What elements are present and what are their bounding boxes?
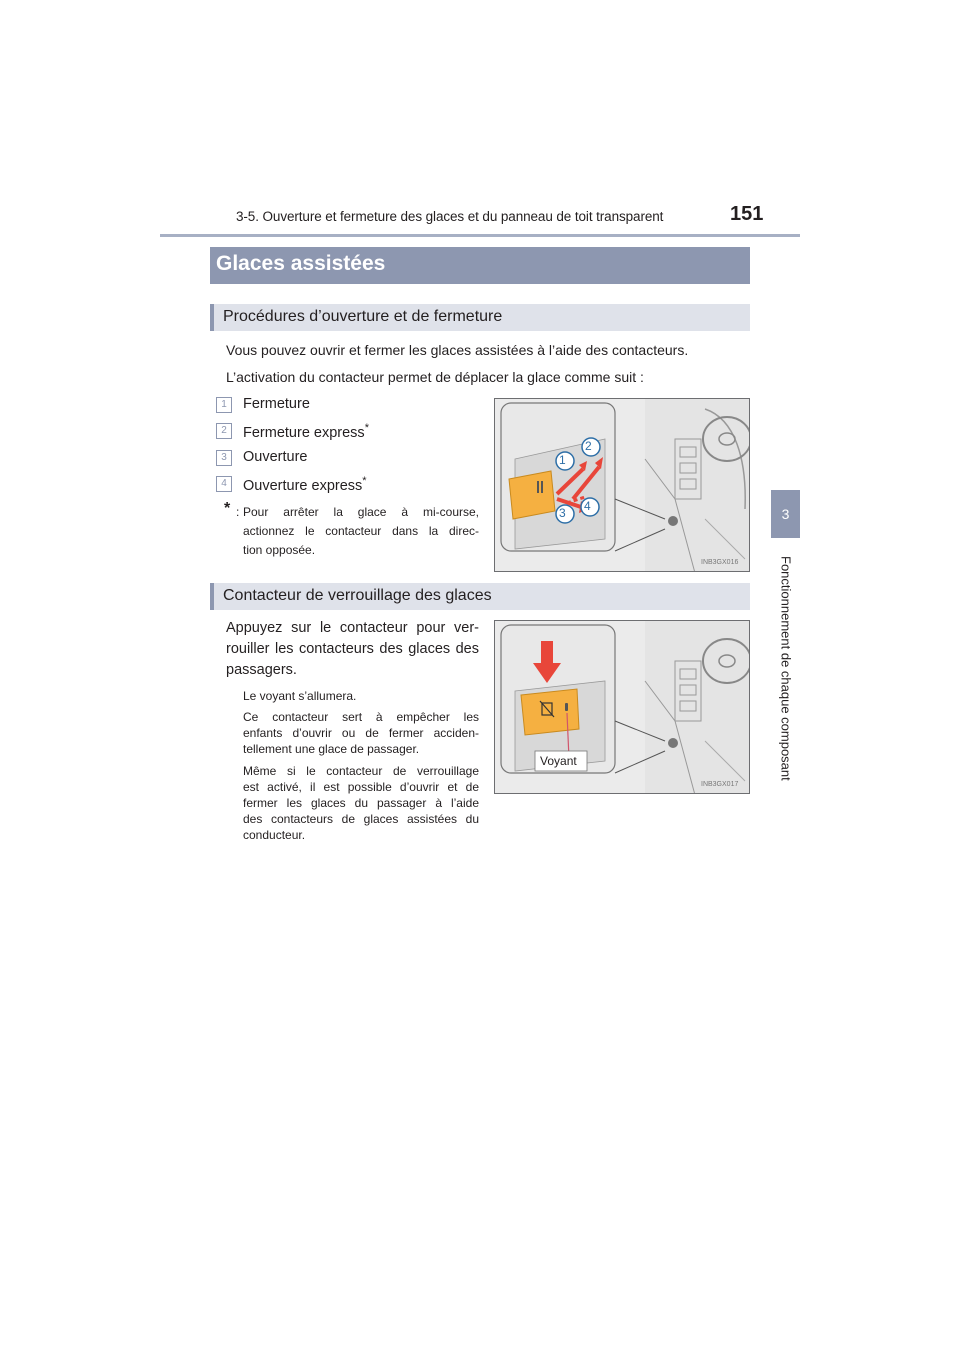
figure-callout-4: 4 [584,499,591,513]
step-number-badge: 2 [216,423,232,439]
window-lock-illustration [495,621,750,794]
step-label [243,422,369,441]
subsection-title: Contacteur de verrouillage des glaces [223,587,492,604]
chapter-side-label [771,556,800,806]
window-lock-figure [494,620,750,794]
indicator-label: Voyant [540,754,577,768]
figure-callout-2: 2 [585,439,592,453]
footnote-text: Pour arrêter la glace à mi-course, [243,505,479,519]
lock-note: des contacteurs de glaces assistées du [243,812,479,826]
window-switch-illustration [495,399,750,572]
subsection-title-bar [210,583,750,610]
window-switch-figure [494,398,750,572]
lock-paragraph: passagers. [226,662,297,678]
lock-note: fermer les glaces du passager à l’aide [243,796,479,810]
footnote-text: tion opposée. [243,543,316,557]
header-rule [160,234,800,237]
figure-code: INB3GX017 [701,781,739,788]
lock-note: Ce contacteur sert à empêcher les [243,710,479,724]
lock-paragraph: Appuyez sur le contacteur pour ver- [226,620,479,636]
step-label [243,475,367,494]
figure-callout-3: 3 [559,506,566,520]
intro-paragraph: Vous pouvez ouvrir et fermer les glaces assistées à l’aide des contacteurs. [226,342,689,358]
section-title-bar [210,247,750,284]
figure-code: INB3GX016 [701,559,739,566]
lock-note: Même si le contacteur de verrouillage [243,764,479,778]
step-label: Fermeture [243,396,310,412]
step-number-badge: 4 [216,476,232,492]
subsection-title-bar [210,304,750,331]
lock-note: est activé, il est possible d’ouvrir et de [243,780,479,794]
footnote-asterisk: * [224,500,231,517]
subsection-title: Procédures d’ouverture et de fermeture [223,308,503,325]
chapter-header: 3-5. Ouverture et fermeture des glaces et du panneau de toit transparent [236,209,664,224]
lock-note: tellement une glace de passager. [243,742,420,756]
step-label-text: Fermeture express [243,424,365,441]
lock-note: conducteur. [243,828,306,842]
footnote-mark: * [364,422,369,434]
footnote-text: actionnez le contacteur dans la direc- [243,524,479,538]
footnote-mark: * [362,475,367,487]
footnote-colon: : [236,505,240,519]
step-number-badge: 1 [216,397,232,413]
intro-paragraph: L’activation du contacteur permet de déplacer la glace comme suit : [226,369,644,385]
page-number: 151 [730,203,764,225]
lock-note: Le voyant s’allumera. [243,689,357,703]
section-title: Glaces assistées [216,252,386,275]
chapter-tab: 3 [771,490,800,538]
figure-callout-1: 1 [559,453,566,467]
lock-paragraph: rouiller les contacteurs des glaces des [226,641,479,657]
step-label-text: Ouverture express [243,477,363,494]
lock-note: enfants d’ouvrir ou de fermer acciden- [243,726,479,740]
chapter-side-label-text: Fonctionnement de chaque composant [778,556,793,781]
step-number-badge: 3 [216,450,232,466]
step-label: Ouverture [243,449,308,465]
